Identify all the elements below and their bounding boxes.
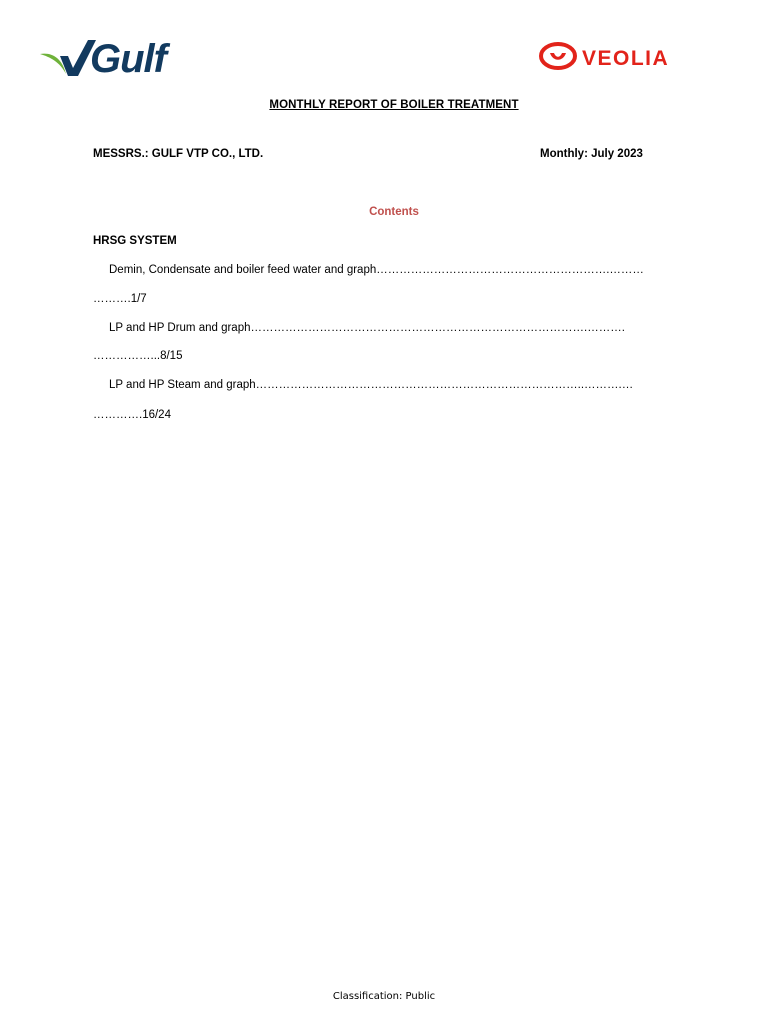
toc-entry-1-page: ……….1/7 bbox=[93, 293, 147, 305]
monthly-line: Monthly: July 2023 bbox=[540, 148, 643, 160]
gulf-logo-text: Gulf bbox=[90, 37, 166, 80]
contents-heading: Contents bbox=[369, 206, 419, 218]
toc-entry-3-page: ………….16/24 bbox=[93, 409, 171, 421]
veolia-logo bbox=[538, 40, 728, 74]
toc-entry-2: LP and HP Drum and graph…………………………………………………………………………….………. bbox=[109, 322, 625, 334]
veolia-emblem-icon bbox=[541, 44, 575, 68]
veolia-logo-text: VEOLIA bbox=[582, 47, 670, 70]
toc-entry-3: LP and HP Steam and graph…………………………………………………………………………..……….… bbox=[109, 379, 634, 391]
toc-entry-2-page: ……………...8/15 bbox=[93, 350, 183, 362]
messrs-line: MESSRS.: GULF VTP CO., LTD. bbox=[93, 148, 264, 160]
section-heading: HRSG SYSTEM bbox=[93, 235, 177, 247]
toc-entry-1: Demin, Condensate and boiler feed water and graph…………………………………………………….……… bbox=[109, 264, 644, 276]
report-title: MONTHLY REPORT OF BOILER TREATMENT bbox=[269, 99, 519, 111]
gulf-logo bbox=[38, 36, 208, 80]
footer-classification: Classification: Public bbox=[332, 991, 436, 1002]
